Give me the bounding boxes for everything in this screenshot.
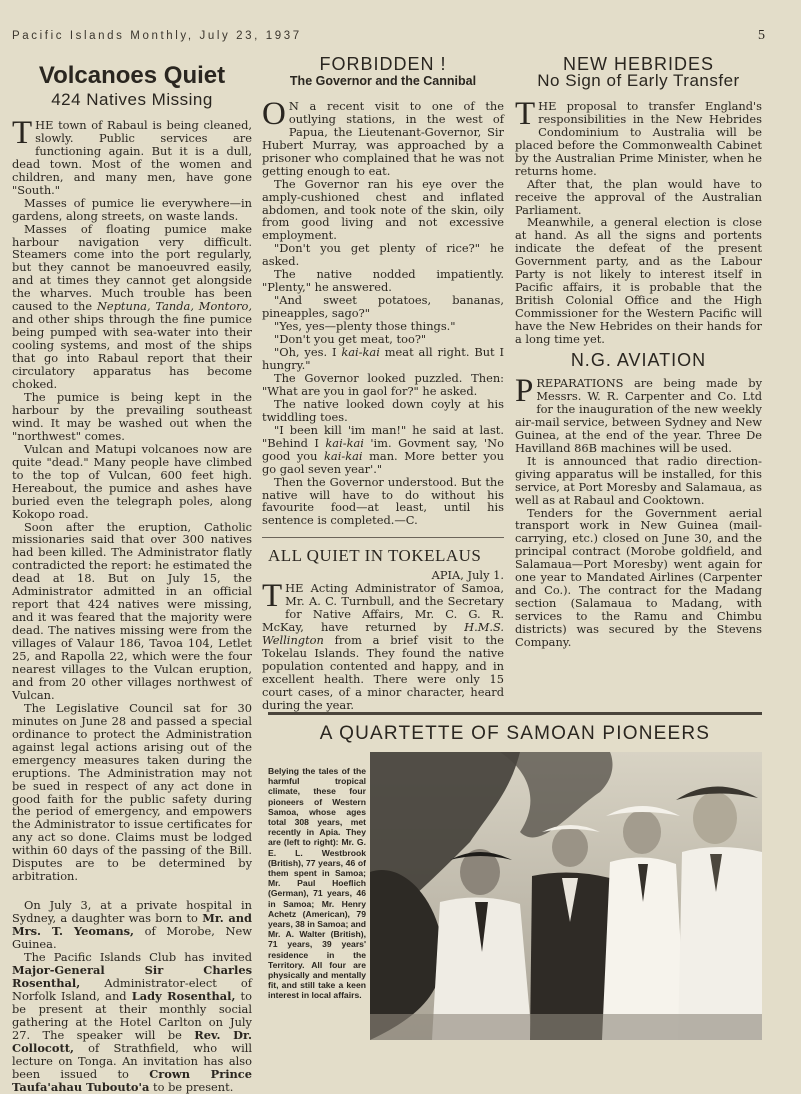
paragraph: Masses of floating pumice make harbour navigation very difficult. Steamers come into the port regularly, but they cannot be manoeuvred easily, and at times they cannot get alongside the wharves. Much trouble has been caused to the Neptuna, Tanda, Montoro, and other ships through the fine pumice being pumped with sea-water into their cooling systems, and most of the ships that go into Rabaul report that their circulatory apparatus has become choked. bbox=[12, 221, 252, 392]
feature-banner bbox=[268, 712, 762, 745]
paragraph: PREPARATIONS are being made by Messrs. W. R. Carpenter and Co. Ltd for the inauguration of the new weekly air-mail service, between Sydney and New Guinea, at the end of the year. Three De Havilland 86B machines will be used. bbox=[515, 372, 762, 455]
photo-caption: Belying the tales of the harmful tropical climate, these four pioneers of Western Samoa, whose ages total 308 years, met recently in Apia. They are (left to right): Mr. G. E. L. Westbrook (British), 77 years, 46 of them spent in Samoa; Mr. Paul Hoeflich (German), 71 years, 46 in Samoa; Mr. Henry Achetz (American), 79 years, 38 in Samoa; and Mr. A. Walter (British), 71 years, 39 years' residence in the Territory. All four are physically and mentally fit, and still take a keen interest in local affairs. bbox=[268, 766, 366, 1001]
paragraph: "And sweet potatoes, bananas, pineapples, sago?" bbox=[262, 293, 504, 321]
paragraph: After that, the plan would have to receive the approval of the Australian Parliament. bbox=[515, 176, 762, 217]
article-title-new-hebrides: NEW HEBRIDES bbox=[562, 54, 715, 74]
paragraph: The Governor ran his eye over the amply-cushioned chest and inflated abdomen, and took note of the skin, oily from good living and not excessive employment. bbox=[262, 176, 504, 243]
column-new-hebrides bbox=[515, 56, 762, 649]
section-divider bbox=[262, 537, 504, 538]
paragraph: The Governor looked puzzled. Then: "What are you in gaol for?" he asked. bbox=[262, 370, 504, 398]
paragraph: "Don't you get plenty of rice?" he asked. bbox=[262, 241, 504, 269]
drop-cap: O bbox=[262, 95, 286, 132]
drop-cap: T bbox=[515, 95, 536, 132]
photo-illustration bbox=[370, 752, 762, 1040]
drop-cap: T bbox=[12, 114, 33, 151]
paragraph: THE proposal to transfer England's responsibilities in the New Hebrides Condominium to Australia will be placed before the Commonwealth Cabinet by the Australian Prime Minister, when he returns home. bbox=[515, 95, 762, 178]
drop-cap: T bbox=[262, 578, 283, 615]
dateline: APIA, July 1. bbox=[431, 568, 504, 583]
paragraph: The native nodded impatiently. "Plenty," he answered. bbox=[262, 267, 504, 295]
article-title-forbidden: FORBIDDEN ! bbox=[319, 54, 447, 74]
paragraph: It is announced that radio direction-giving apparatus will be installed, for this service, at Port Moresby and Salamaua, as well as at Rabaul and Cooktown. bbox=[515, 453, 762, 507]
paragraph: "Oh, yes. I kai-kai meat all right. But I hungry." bbox=[262, 345, 504, 372]
paragraph: Masses of pumice lie everywhere—in gardens, along streets, on waste lands. bbox=[12, 195, 252, 223]
running-head: Pacific Islands Monthly, July 23, 1937 bbox=[12, 30, 302, 42]
column-volcanoes bbox=[12, 56, 252, 1093]
article-title-volcanoes: Volcanoes Quiet bbox=[38, 62, 226, 89]
feature-title: A QUARTETTE OF SAMOAN PIONEERS bbox=[319, 723, 711, 744]
paragraph: "Yes, yes—plenty those things." bbox=[274, 319, 456, 334]
paragraph: Soon after the eruption, Catholic missionaries said that over 300 natives had been killed. The Administrator flatly contradicted the report: he estimated the dead at 18. But on July 15, the Administrator admitted in an official report that 424 natives were missing, and it was feared that the majority were dead. The natives missing were from the villages of Valaur 186, Tavoa 104, Letlet 25, and Rapolla 22, which were the four nearest villages to the Vulcan eruption, and from 20 other villages northwest of Vulcan. bbox=[12, 519, 253, 702]
paragraph: Vulcan and Matupi volcanoes now are quite "dead." Many people have climbed to the top of Vulcan, 600 feet high. Hereabout, the pumice and ashes have buried even the telegraph poles, along Kokopo road. bbox=[12, 441, 252, 521]
article-title-aviation: N.G. AVIATION bbox=[570, 350, 707, 371]
article-subtitle-transfer: No Sign of Early Transfer bbox=[537, 70, 740, 90]
paragraph: O N a recent visit to one of the outlying stations, in the west of Papua, the Lieutenant-Governor, Sir Hubert Murray, was approached by a prisoner who complained that he was not getting enough to eat. bbox=[262, 95, 504, 178]
birth-notice: On July 3, at a private hospital in Sydney, a daughter was born to Mr. and Mrs. T. Yeomans, of Morobe, New Guinea. bbox=[12, 898, 253, 952]
paragraph: Then the Governor understood. But the native will have to do without his favourite food—at least, until his sentence is completed.—C. bbox=[262, 474, 504, 528]
paragraph: "Don't you get meat, too?" bbox=[274, 332, 427, 347]
column-forbidden bbox=[262, 56, 504, 712]
article-title-tokelau: ALL QUIET IN TOKELAUS bbox=[268, 546, 482, 566]
paragraph: The native looked down coyly at his twiddling toes. bbox=[262, 396, 504, 424]
article-subtitle-natives: 424 Natives Missing bbox=[51, 90, 213, 109]
page-number: 5 bbox=[758, 28, 765, 43]
drop-cap: P bbox=[515, 372, 534, 409]
paragraph: THE town of Rabaul is being cleaned, slowly. Public services are functioning again. But it is a dull, dead town. Most of the women and children, and many men, have gone "South." bbox=[12, 114, 252, 197]
paragraph: Tenders for the Government aerial transport work in New Guinea (mail-carrying, etc.) closed on June 30, and the principal contract (Morobe goldfield, and Salamaua—Port Moresby) went again for one year to Mandated Airlines (Carpenter and Co.). The contract for the Madang section (Salamaua to Madang, with services to the Ramu and Chimbu districts) was secured by the Stevens Company. bbox=[515, 505, 762, 650]
paragraph: THE Acting Administrator of Samoa, Mr. A. C. Turnbull, and the Secretary for Native Affairs, Mr. C. G. R. McKay, have returned by H.M.S. Wellington from a brief visit to the Tokelau Islands. They found the native population contented and happy, and in excellent health. There were only 15 court cases, of a minor character, heard during the year. bbox=[262, 578, 504, 712]
paragraph: The Legislative Council sat for 30 minutes on June 28 and passed a special ordinance to protect the Administration against legal actions arising out of the emergency measures taken during the eruptions. The Administration may not be sued in respect of any act done in good faith for the public safety during the period of emergency, and empowers the Administrator to issue certificates for any act so done. Claims must be lodged within 60 days of the passing of the Bill. Disputes are to be determined by arbitration. bbox=[12, 700, 252, 884]
pioneers-photograph bbox=[370, 752, 762, 1040]
paragraph: Meanwhile, a general election is close at hand. As all the signs and portents indicate the defeat of the present Government party, and as the Labour Party is not likely to interest itself in Pacific affairs, it is probable that the British Colonial Office and the High Commissioner for the Western Pacific will have the New Hebrides on their hands for a long time yet. bbox=[515, 215, 762, 347]
paragraph: "I been kill 'im man!" he said at last. "Behind I kai-kai 'im. Govment say, 'No good you kai-kai man. More better you go gaol seven year'." bbox=[262, 422, 505, 476]
ship-names: Neptuna, Tanda, Montoro, bbox=[96, 299, 252, 314]
club-notice: The Pacific Islands Club has invited Major-General Sir Charles Rosenthal, Administrator-elect of Norfolk Island, and Lady Rosenthal, to be present at their monthly social gathering at the Hotel Carlton on July 27. The speaker will be Rev. Dr. Collocott, of Strathfield, who will lecture on Tonga. An invitation has also been issued to Crown Prince Taufa'ahau Tubouto'a to be present. bbox=[12, 950, 252, 1094]
article-subtitle-cannibal: The Governor and the Cannibal bbox=[289, 73, 477, 88]
paragraph: The pumice is being kept in the harbour by the prevailing southeast wind. It may be washed out when the "northwest" comes. bbox=[12, 389, 252, 443]
